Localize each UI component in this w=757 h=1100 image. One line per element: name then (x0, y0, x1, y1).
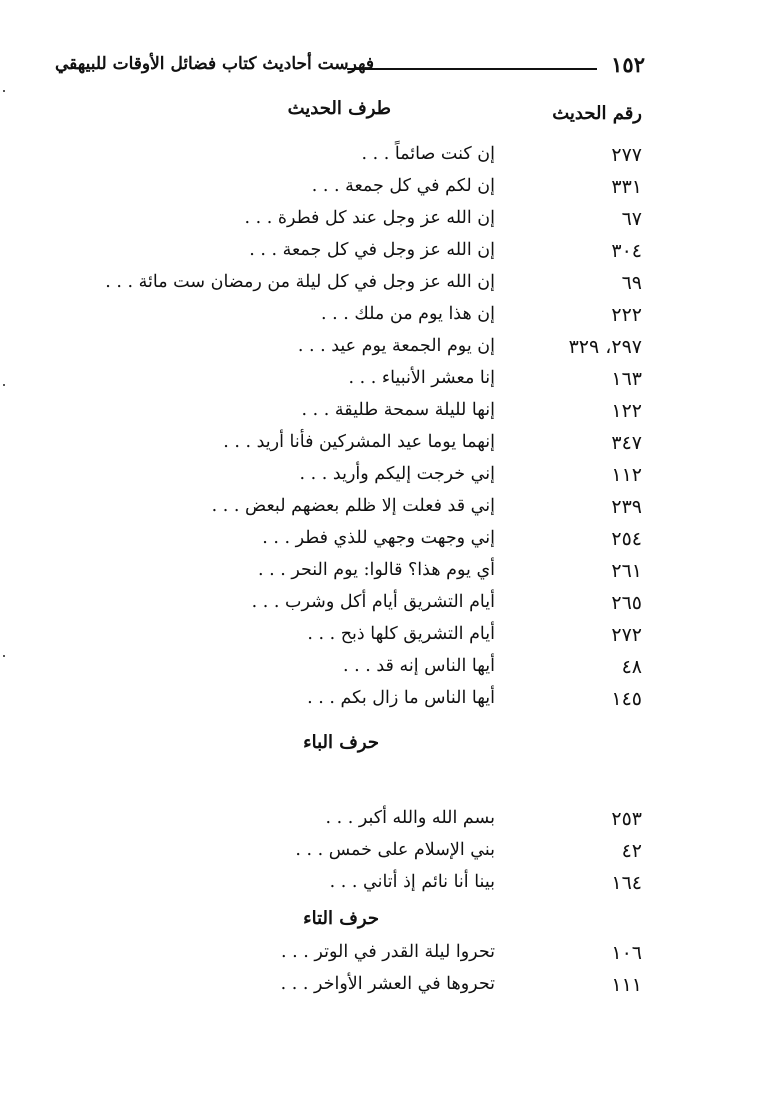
hadith-number: ٢٧٢ (611, 624, 642, 646)
hadith-incipit: تحروها في العشر الأواخر . . . (280, 974, 495, 994)
hadith-number: ١١١ (611, 974, 642, 996)
hadith-number: ٤٢ (621, 840, 642, 862)
hadith-number: ٢٧٧ (611, 144, 642, 166)
hadith-incipit: إني وجهت وجهي للذي فطر . . . (262, 528, 495, 548)
hadith-incipit: إن الله عز وجل في كل جمعة . . . (249, 240, 495, 260)
index-entry (0, 432, 757, 462)
hadith-number: ٦٩ (621, 272, 642, 294)
column-heading-hadith: طرف الحديث (287, 98, 391, 119)
hadith-incipit: إنها لليلة سمحة طليقة . . . (301, 400, 495, 420)
hadith-incipit: بني الإسلام على خمس . . . (295, 840, 495, 860)
hadith-incipit: إني خرجت إليكم وأريد . . . (299, 464, 495, 484)
scan-speck (3, 90, 5, 92)
index-entry (0, 872, 757, 902)
hadith-number: ١٦٤ (611, 872, 642, 894)
index-entry (0, 592, 757, 622)
hadith-number: ٢٩٧، ٣٢٩ (568, 336, 642, 358)
hadith-number: ٢٣٩ (611, 496, 642, 518)
hadith-incipit: إنهما يوما عيد المشركين فأنا أريد . . . (223, 432, 495, 452)
section-heading-ba: حرف الباء (303, 732, 379, 753)
index-entry (0, 464, 757, 494)
hadith-number: ٣٠٤ (611, 240, 642, 262)
running-header (55, 52, 645, 82)
index-entry (0, 144, 757, 174)
index-entry (0, 208, 757, 238)
index-entry (0, 808, 757, 838)
index-entry (0, 840, 757, 870)
index-entry (0, 528, 757, 558)
hadith-number: ١٦٣ (611, 368, 642, 390)
hadith-incipit: إن لكم في كل جمعة . . . (311, 176, 495, 196)
hadith-number: ٢٢٢ (611, 304, 642, 326)
hadith-number: ٣٣١ (611, 176, 642, 198)
hadith-number: ١١٢ (611, 464, 642, 486)
hadith-number: ٦٧ (621, 208, 642, 230)
hadith-incipit: أيها الناس ما زال بكم . . . (307, 688, 495, 708)
hadith-number: ١٢٢ (611, 400, 642, 422)
hadith-number: ٢٦١ (611, 560, 642, 582)
index-entry (0, 336, 757, 366)
hadith-incipit: تحروا ليلة القدر في الوتر . . . (281, 942, 495, 962)
hadith-incipit: أيام التشريق أيام أكل وشرب . . . (251, 592, 495, 612)
hadith-number: ٢٥٣ (611, 808, 642, 830)
index-entry (0, 942, 757, 972)
running-title: فهرست أحاديث كتاب فضائل الأوقات للبيهقي (55, 54, 374, 74)
index-entry (0, 688, 757, 718)
scan-speck (3, 655, 5, 657)
hadith-incipit: أي يوم هذا؟ قالوا: يوم النحر . . . (257, 560, 495, 580)
hadith-number: ٢٥٤ (611, 528, 642, 550)
index-entry (0, 560, 757, 590)
page-number: ١٥٢ (611, 52, 645, 77)
header-rule (347, 68, 597, 70)
hadith-number: ٤٨ (621, 656, 642, 678)
index-entry (0, 400, 757, 430)
hadith-number: ١٠٦ (611, 942, 642, 964)
index-entry (0, 304, 757, 334)
hadith-incipit: إنا معشر الأنبياء . . . (348, 368, 495, 388)
hadith-incipit: إن الله عز وجل في كل ليلة من رمضان ست مائة . . . (105, 272, 495, 292)
index-entry (0, 624, 757, 654)
column-heading-number: رقم الحديث (552, 103, 642, 124)
index-entry (0, 496, 757, 526)
index-entry (0, 656, 757, 686)
section-heading-ta: حرف التاء (303, 908, 379, 929)
hadith-incipit: إن الله عز وجل عند كل فطرة . . . (244, 208, 495, 228)
index-entry (0, 368, 757, 398)
hadith-number: ٢٦٥ (611, 592, 642, 614)
hadith-number: ٣٤٧ (611, 432, 642, 454)
hadith-incipit: أيام التشريق كلها ذبح . . . (307, 624, 495, 644)
index-entry (0, 176, 757, 206)
scan-speck (3, 384, 5, 386)
hadith-incipit: إن كنت صائماً . . . (361, 144, 495, 164)
hadith-incipit: إني قد فعلت إلا ظلم بعضهم لبعض . . . (211, 496, 495, 516)
hadith-number: ١٤٥ (611, 688, 642, 710)
hadith-incipit: بسم الله والله أكبر . . . (325, 808, 495, 828)
index-entry (0, 272, 757, 302)
hadith-incipit: إن هذا يوم من ملك . . . (321, 304, 495, 324)
hadith-incipit: أيها الناس إنه قد . . . (342, 656, 495, 676)
hadith-incipit: إن يوم الجمعة يوم عيد . . . (297, 336, 495, 356)
hadith-incipit: بينا أنا نائم إذ أتاني . . . (329, 872, 495, 892)
index-entry (0, 974, 757, 1004)
index-entry (0, 240, 757, 270)
